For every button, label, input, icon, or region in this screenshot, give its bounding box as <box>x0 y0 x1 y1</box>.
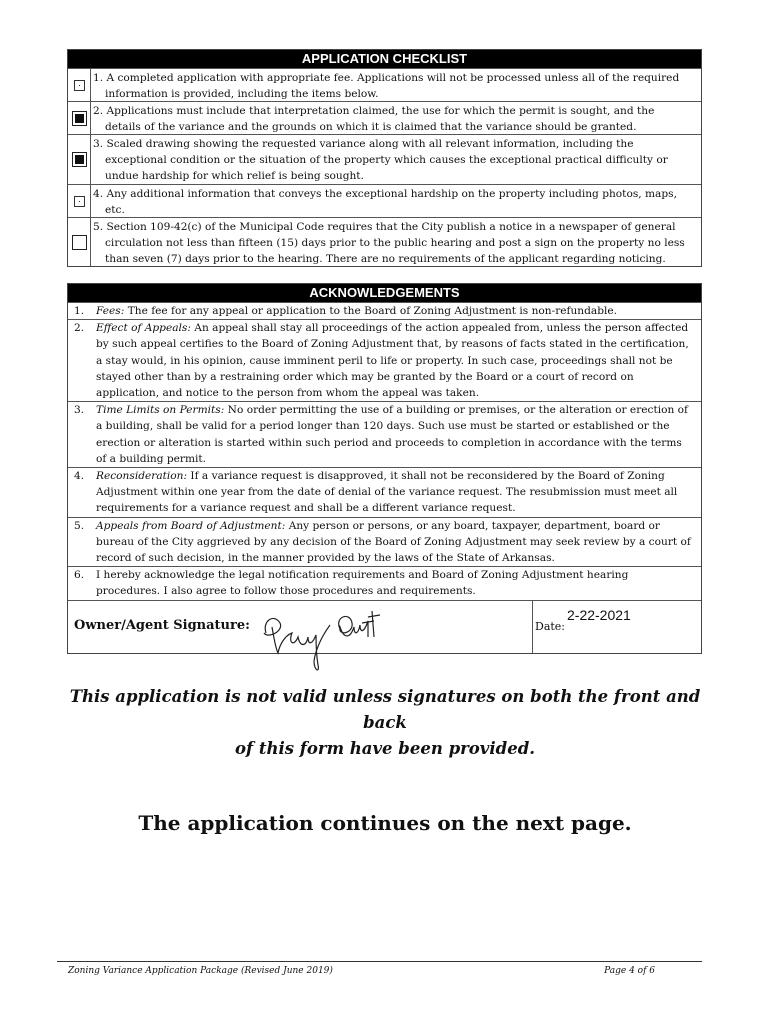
item-text: I hereby acknowledge the legal notification requirements and Board of Zoning Adjustment hearing procedures. I also agree to follow those procedures and requirements. <box>96 569 629 598</box>
checklist-item-text: 1. A completed application with appropriate fee. Applications will not be processed unless all of the required <box>93 72 680 84</box>
checklist-item-4 <box>68 184 701 217</box>
notice-line: This application is not valid unless signatures on both the front and back <box>69 687 701 732</box>
footer-document-title: Zoning Variance Application Package (Revised June 2019) <box>68 966 333 976</box>
item-label: Appeals from Board of Adjustment: <box>96 519 286 532</box>
checklist-item-text: etc. <box>105 204 125 217</box>
checklist-item-2 <box>68 101 701 134</box>
acknowledgements-table <box>67 283 702 654</box>
checklist-item-text: 4. Any additional information that conveys the exceptional hardship on the property including photos, maps, <box>93 188 677 200</box>
date-label: Date: <box>535 619 566 633</box>
notice-line: of this form have been provided. <box>235 739 535 758</box>
checklist-item-3 <box>68 134 701 184</box>
item-text: Any person or persons, or any board, taxpayer, department, board or bureau of the City aggrieved by any decision of the Board of Zoning Adjustment may seek review by a court of record of such decision, in the manner provided by the laws of the State of Arkansas. <box>96 519 691 565</box>
item-label: Effect of Appeals: <box>96 322 191 335</box>
checklist-item-5 <box>68 217 701 266</box>
item-text: No order permitting the use of a building or premises, or the alteration or erection of a building, shall be valid for a period longer than 120 days. Such use must be started or established or the erection or alteration is started within such period and proceeds to completion in accordance with the terms of a building permit. <box>96 404 688 465</box>
acknowledgement-item-1 <box>68 302 701 319</box>
checklist-item-text: undue hardship for which relief is being sought. <box>105 170 364 183</box>
checklist-item-text: 5. Section 109-42(c) of the Municipal Code requires that the City publish a notice in a newspaper of general <box>93 221 676 233</box>
checklist-checkbox-3[interactable] <box>72 152 87 167</box>
checklist-checkbox-5[interactable] <box>72 235 87 250</box>
item-number: 4. <box>74 470 85 483</box>
signature-label: Owner/Agent Signature: <box>74 617 250 633</box>
date-field[interactable] <box>533 601 701 653</box>
validity-notice <box>60 684 710 762</box>
item-number: 3. <box>74 404 85 417</box>
application-checklist-table <box>67 49 702 267</box>
checklist-item-text: exceptional condition or the situation of the property which causes the exceptional practical difficulty or <box>105 154 668 167</box>
checklist-header: APPLICATION CHECKLIST <box>68 50 701 68</box>
acknowledgement-item-6 <box>68 566 701 599</box>
item-number: 2. <box>74 322 85 335</box>
acknowledgement-item-2 <box>68 319 701 401</box>
acknowledgement-item-3 <box>68 401 701 467</box>
acknowledgements-header: ACKNOWLEDGEMENTS <box>68 284 701 302</box>
handwritten-signature <box>254 603 404 673</box>
footer-page-number: Page 4 of 6 <box>604 966 655 976</box>
item-number: 1. <box>74 305 85 317</box>
checklist-checkbox-4[interactable] <box>74 196 85 207</box>
item-text: An appeal shall stay all proceedings of the action appealed from, unless the person affected by such appeal certifies to the Board of Zoning Adjustment that, by reasons of facts stated in the certification, a stay would, in his opinion, cause imminent peril to life or property. In such case, proceedings shall not be stayed other than by a restraining order which may be granted by the Board or a court of record on application, and notice to the person from whom the appeal was taken. <box>96 322 689 400</box>
checklist-checkbox-1[interactable] <box>74 80 85 91</box>
item-text: If a variance request is disapproved, it shall not be reconsidered by the Board of Zoning Adjustment within one year from the date of denial of the variance request. The resubmission must meet all requirements for a variance request and shall be a different variance request. <box>96 470 678 515</box>
checklist-item-text: circulation not less than fifteen (15) days prior to the public hearing and post a sign on the property no less <box>105 237 685 250</box>
item-label: Reconsideration: <box>96 470 188 483</box>
date-value: 2-22-2021 <box>567 606 631 623</box>
item-number: 5. <box>74 519 85 532</box>
item-label: Fees: <box>96 305 125 317</box>
checklist-item-text: details of the variance and the grounds on which it is claimed that the variance should be granted. <box>105 121 637 134</box>
signature-row <box>68 600 701 653</box>
acknowledgement-item-4 <box>68 467 701 517</box>
continue-notice: The application continues on the next page. <box>138 811 632 835</box>
item-text: The fee for any appeal or application to the Board of Zoning Adjustment is non-refundable. <box>124 305 618 317</box>
acknowledgement-item-5 <box>68 517 701 567</box>
checklist-item-text: than seven (7) days prior to the hearing. There are no requirements of the applicant regarding noticing. <box>105 253 666 266</box>
checklist-item-text: information is provided, including the items below. <box>105 88 379 101</box>
checklist-item-1 <box>68 68 701 101</box>
checklist-item-text: 2. Applications must include that interpretation claimed, the use for which the permit is sought, and the <box>93 105 655 117</box>
item-number: 6. <box>74 569 85 582</box>
checklist-item-text: 3. Scaled drawing showing the requested variance along with all relevant information, including the <box>93 138 634 150</box>
footer-divider <box>57 961 702 962</box>
signature-field[interactable] <box>68 601 533 653</box>
checklist-checkbox-2[interactable] <box>72 111 87 126</box>
item-label: Time Limits on Permits: <box>96 404 225 417</box>
